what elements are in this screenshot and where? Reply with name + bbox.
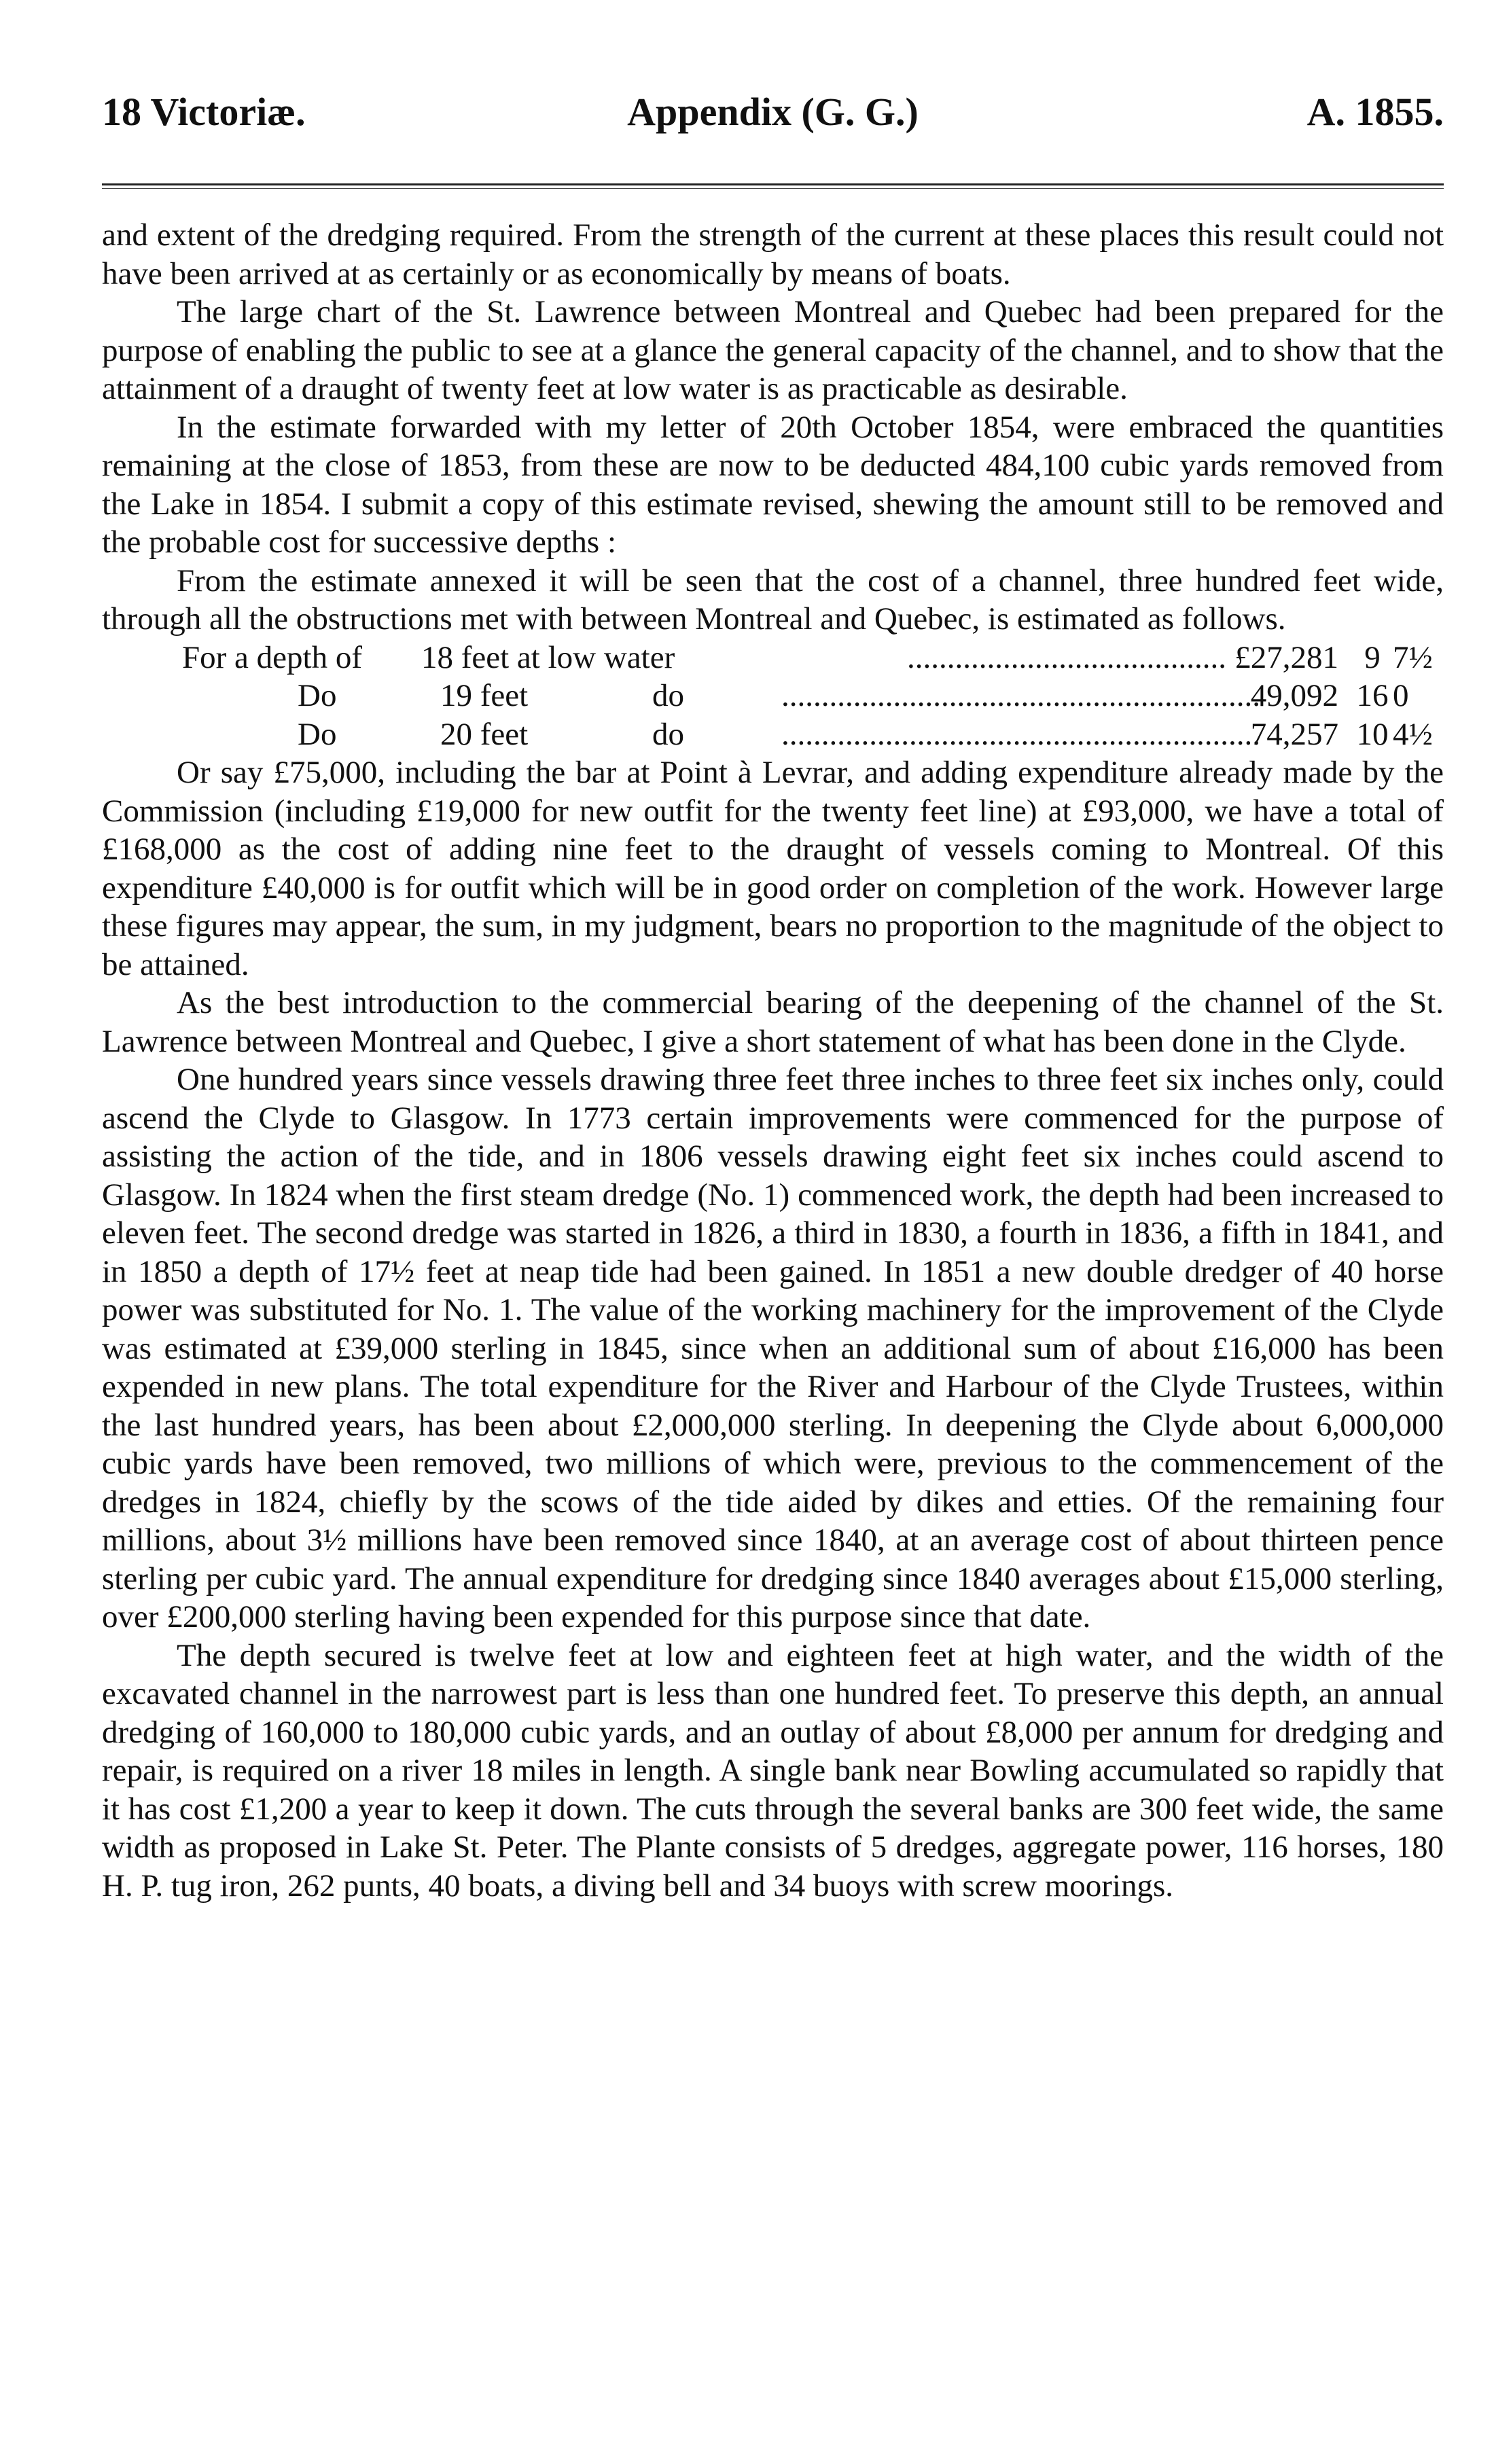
document-body — [102, 216, 1444, 1905]
paragraph: From the estimate annexed it will be seen that the cost of a channel, three hundred feet wide, through all the obstructions met with between Montreal and Quebec, is estimated as follows. — [102, 563, 1444, 637]
row-pounds: 49,092 — [1250, 678, 1338, 713]
header-year: A. 1855. — [1306, 90, 1444, 134]
row-shillings: 10 — [1356, 716, 1389, 752]
row-pounds: 74,257 — [1250, 716, 1338, 752]
row-unit: do — [652, 678, 684, 713]
header-appendix: Appendix (G. G.) — [627, 90, 919, 134]
estimate-table — [102, 639, 1444, 754]
leader-dots: ........................................ — [907, 639, 1226, 675]
paragraph: In the estimate forwarded with my letter of 20th October 1854, were embraced the quantities remaining at the close of 1853, from these are now to be deducted 484,100 cubic yards removed from the Lake in 1854. I submit a copy of this estimate revised, shewing the amount still to be removed and the probable cost for successive depths : — [102, 409, 1444, 560]
row-pounds: £27,281 — [1234, 639, 1338, 675]
row-depth: 18 feet at low water — [421, 639, 675, 675]
row-pence: 4½ — [1393, 716, 1433, 752]
header-rule — [102, 183, 1444, 189]
row-pence: 0 — [1393, 678, 1409, 713]
leader-dots: ............................................................ — [781, 716, 1260, 752]
page-header — [102, 82, 1444, 143]
paragraph: Or say £75,000, including the bar at Point à Levrar, and adding expenditure already made by the Commission (including £19,000 for new outfit for the twenty feet line) at £93,000, we have a total of £168,000 as the cost of adding nine feet to the draught of vessels coming to Montreal. Of this expenditure £40,000 is for outfit which will be in good order on completion of the work. However large these figures may appear, the sum, in my judgment, bears no proportion to the magnitude of the object to be attained. — [102, 755, 1444, 982]
row-depth: 19 feet — [440, 678, 529, 713]
row-shillings: 16 — [1356, 678, 1389, 713]
document-page — [102, 82, 1444, 2432]
paragraph: As the best introduction to the commercial bearing of the deepening of the channel of the St. Lawrence between Montreal and Quebec, I give a short statement of what has been done in the Clyde. — [102, 985, 1444, 1059]
leader-dots: ............................................................ — [781, 678, 1260, 713]
row-label: Do — [298, 678, 337, 713]
row-label: Do — [298, 716, 337, 752]
row-label: For a depth of — [182, 639, 362, 675]
row-shillings: 9 — [1364, 639, 1381, 675]
paragraph: The depth secured is twelve feet at low and eighteen feet at high water, and the width of the excavated channel in the narrowest part is less than one hundred feet. To preserve this depth, an annual dredging of 160,000 to 180,000 cubic yards, and an outlay of about £8,000 per annum for dredging and repair, is required on a river 18 miles in length. A single bank near Bowling accumulated so rapidly that it has cost £1,200 a year to keep it down. The cuts through the several banks are 300 feet wide, the same width as proposed in Lake St. Peter. The Plante consists of 5 dredges, aggregate power, 116 horses, 180 H. P. tug iron, 262 punts, 40 boats, a diving bell and 34 buoys with screw moorings. — [102, 1637, 1444, 1904]
table-row — [102, 715, 1444, 754]
table-row — [102, 639, 1444, 677]
table-row — [102, 677, 1444, 715]
row-unit: do — [652, 716, 684, 752]
header-session: 18 Victoriæ. — [102, 90, 306, 134]
row-pence: 7½ — [1393, 639, 1433, 675]
paragraph: The large chart of the St. Lawrence between Montreal and Quebec had been prepared for the purpose of enabling the public to see at a glance the general capacity of the channel, and to show that the attainment of a draught of twenty feet at low water is as practicable as desirable. — [102, 294, 1444, 406]
paragraph: One hundred years since vessels drawing three feet three inches to three feet six inches only, could ascend the Clyde to Glasgow. In 1773 certain improvements were commenced for the purpose of assisting the action of the tide, and in 1806 vessels drawing eight feet six inches could ascend to Glasgow. In 1824 when the first steam dredge (No. 1) commenced work, the depth had been increased to eleven feet. The second dredge was started in 1826, a third in 1830, a fourth in 1836, a fifth in 1841, and in 1850 a depth of 17½ feet at neap tide had been gained. In 1851 a new double dredger of 40 horse power was substituted for No. 1. The value of the working machinery for the improvement of the Clyde was estimated at £39,000 sterling in 1845, since when an additional sum of about £16,000 has been expended in new plans. The total expenditure for the River and Harbour of the Clyde Trustees, within the last hundred years, has been about £2,000,000 sterling. In deepening the Clyde about 6,000,000 cubic yards have been removed, two millions of which were, previous to the commencement of the dredges in 1824, chiefly by the scows of the tide aided by dikes and etties. Of the remaining four millions, about 3½ millions have been removed since 1840, at an average cost of about thirteen pence sterling per cubic yard. The annual expenditure for dredging since 1840 averages about £15,000 sterling, over £200,000 sterling having been expended for this purpose since that date. — [102, 1062, 1444, 1635]
paragraph: and extent of the dredging required. From the strength of the current at these places this result could not have been arrived at as certainly or as economically by means of boats. — [102, 217, 1444, 291]
row-depth: 20 feet — [440, 716, 529, 752]
